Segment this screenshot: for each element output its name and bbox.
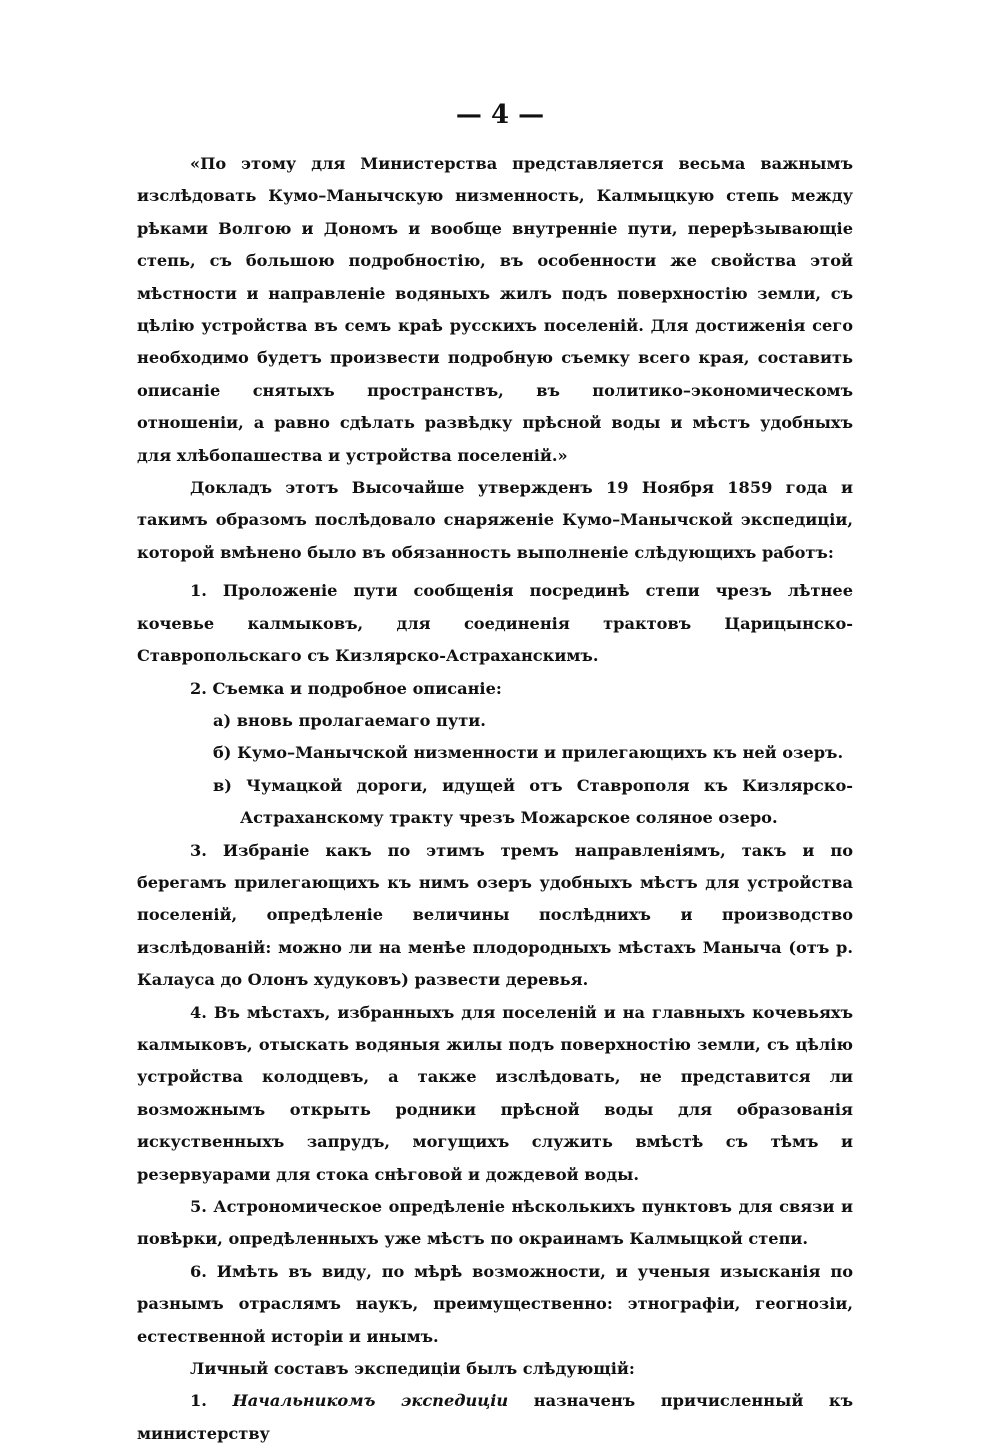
paragraph-quote: «По этому для Министерства представляется весьма важнымъ изслѣдовать Кумо–Манычскую низменность, Калмыцкую степь между рѣками Волгою и Дономъ и вообще внутренніе пути, перерѣзывающіе степь, съ большою подробностію, въ особенности же свойства этой мѣстности и направленіе водяныхъ жилъ подъ поверхностію земли, съ цѣлію устройства въ семъ краѣ русскихъ поселеній. Для достиженія сего необходимо будетъ произвести подробную съемку всего края, составить описаніе снятыхъ пространствъ, въ политико–экономическомъ отношеніи, а равно сдѣлать развѣдку прѣсной воды и мѣстъ удобныхъ для хлѣбопашества и устройства поселеній.» bbox=[137, 154, 853, 465]
list-subitem-c: в) Чумацкой дороги, идущей отъ Ставрополя къ Кизлярско-Астраханскому тракту чрезъ Можарское соляное озеро. bbox=[213, 775, 853, 828]
staff-item-title: Начальникомъ экспедиціи bbox=[232, 1391, 509, 1411]
staff-item-text: назначенъ причисленный къ министерству bbox=[137, 1391, 854, 1443]
paragraph-report: Докладъ этотъ Высочайше утвержденъ 19 Ноября 1859 года и такимъ образомъ послѣдовало снаряженіе Кумо–Манычской экспедиціи, которой вмѣнено было въ обязанность выполненіе слѣдующихъ работъ: bbox=[137, 478, 853, 562]
page-number: — 4 — bbox=[455, 100, 545, 130]
list-subitem-b: б) Кумо–Манычской низменности и прилегающихъ къ ней озеръ. bbox=[213, 743, 844, 763]
page-body bbox=[137, 148, 853, 1450]
list-item-3: 3. Избраніе какъ по этимъ тремъ направленіямъ, такъ и по берегамъ прилегающихъ къ нимъ озеръ удобныхъ мѣстъ для устройства поселеній, опредѣленіе величины послѣднихъ и производство изслѣдованій: можно ли на менѣе плодородныхъ мѣстахъ Маныча (отъ р. Калауса до Олонъ худуковъ) развести деревья. bbox=[137, 840, 853, 990]
paragraph-staff-intro: Личный составъ экспедиціи былъ слѣдующій: bbox=[190, 1359, 635, 1379]
list-item-2: 2. Съемка и подробное описаніе: bbox=[190, 678, 502, 698]
staff-item-number: 1. bbox=[190, 1391, 207, 1411]
list-item-1: 1. Проложеніе пути сообщенія посрединѣ степи чрезъ лѣтнее кочевье калмыковъ, для соединенія трактовъ Царицынско-Ставропольскаго съ Кизлярско-Астраханскимъ. bbox=[137, 581, 853, 666]
list-item-5: 5. Астрономическое опредѣленіе нѣсколькихъ пунктовъ для связи и повѣрки, опредѣленныхъ уже мѣстъ по окраинамъ Калмыцкой степи. bbox=[137, 1197, 853, 1249]
list-item-4: 4. Въ мѣстахъ, избранныхъ для поселеній и на главныхъ кочевьяхъ калмыковъ, отыскать водяныя жилы подъ поверхностію земли, съ цѣлію устройства колодцевъ, а также изслѣдовать, не представится ли возможнымъ открыть родники прѣсной воды для образованія искуственныхъ запрудъ, могущихъ служить вмѣстѣ съ тѣмъ и резервуарами для стока снѣговой и дождевой воды. bbox=[137, 1002, 853, 1184]
list-item-6: 6. Имѣть въ виду, по мѣрѣ возможности, и ученыя изысканія по разнымъ отраслямъ наукъ, преимущественно: этнографіи, геогнозіи, естественной исторіи и инымъ. bbox=[137, 1261, 853, 1346]
list-subitem-a: а) вновь пролагаемаго пути. bbox=[213, 710, 486, 730]
